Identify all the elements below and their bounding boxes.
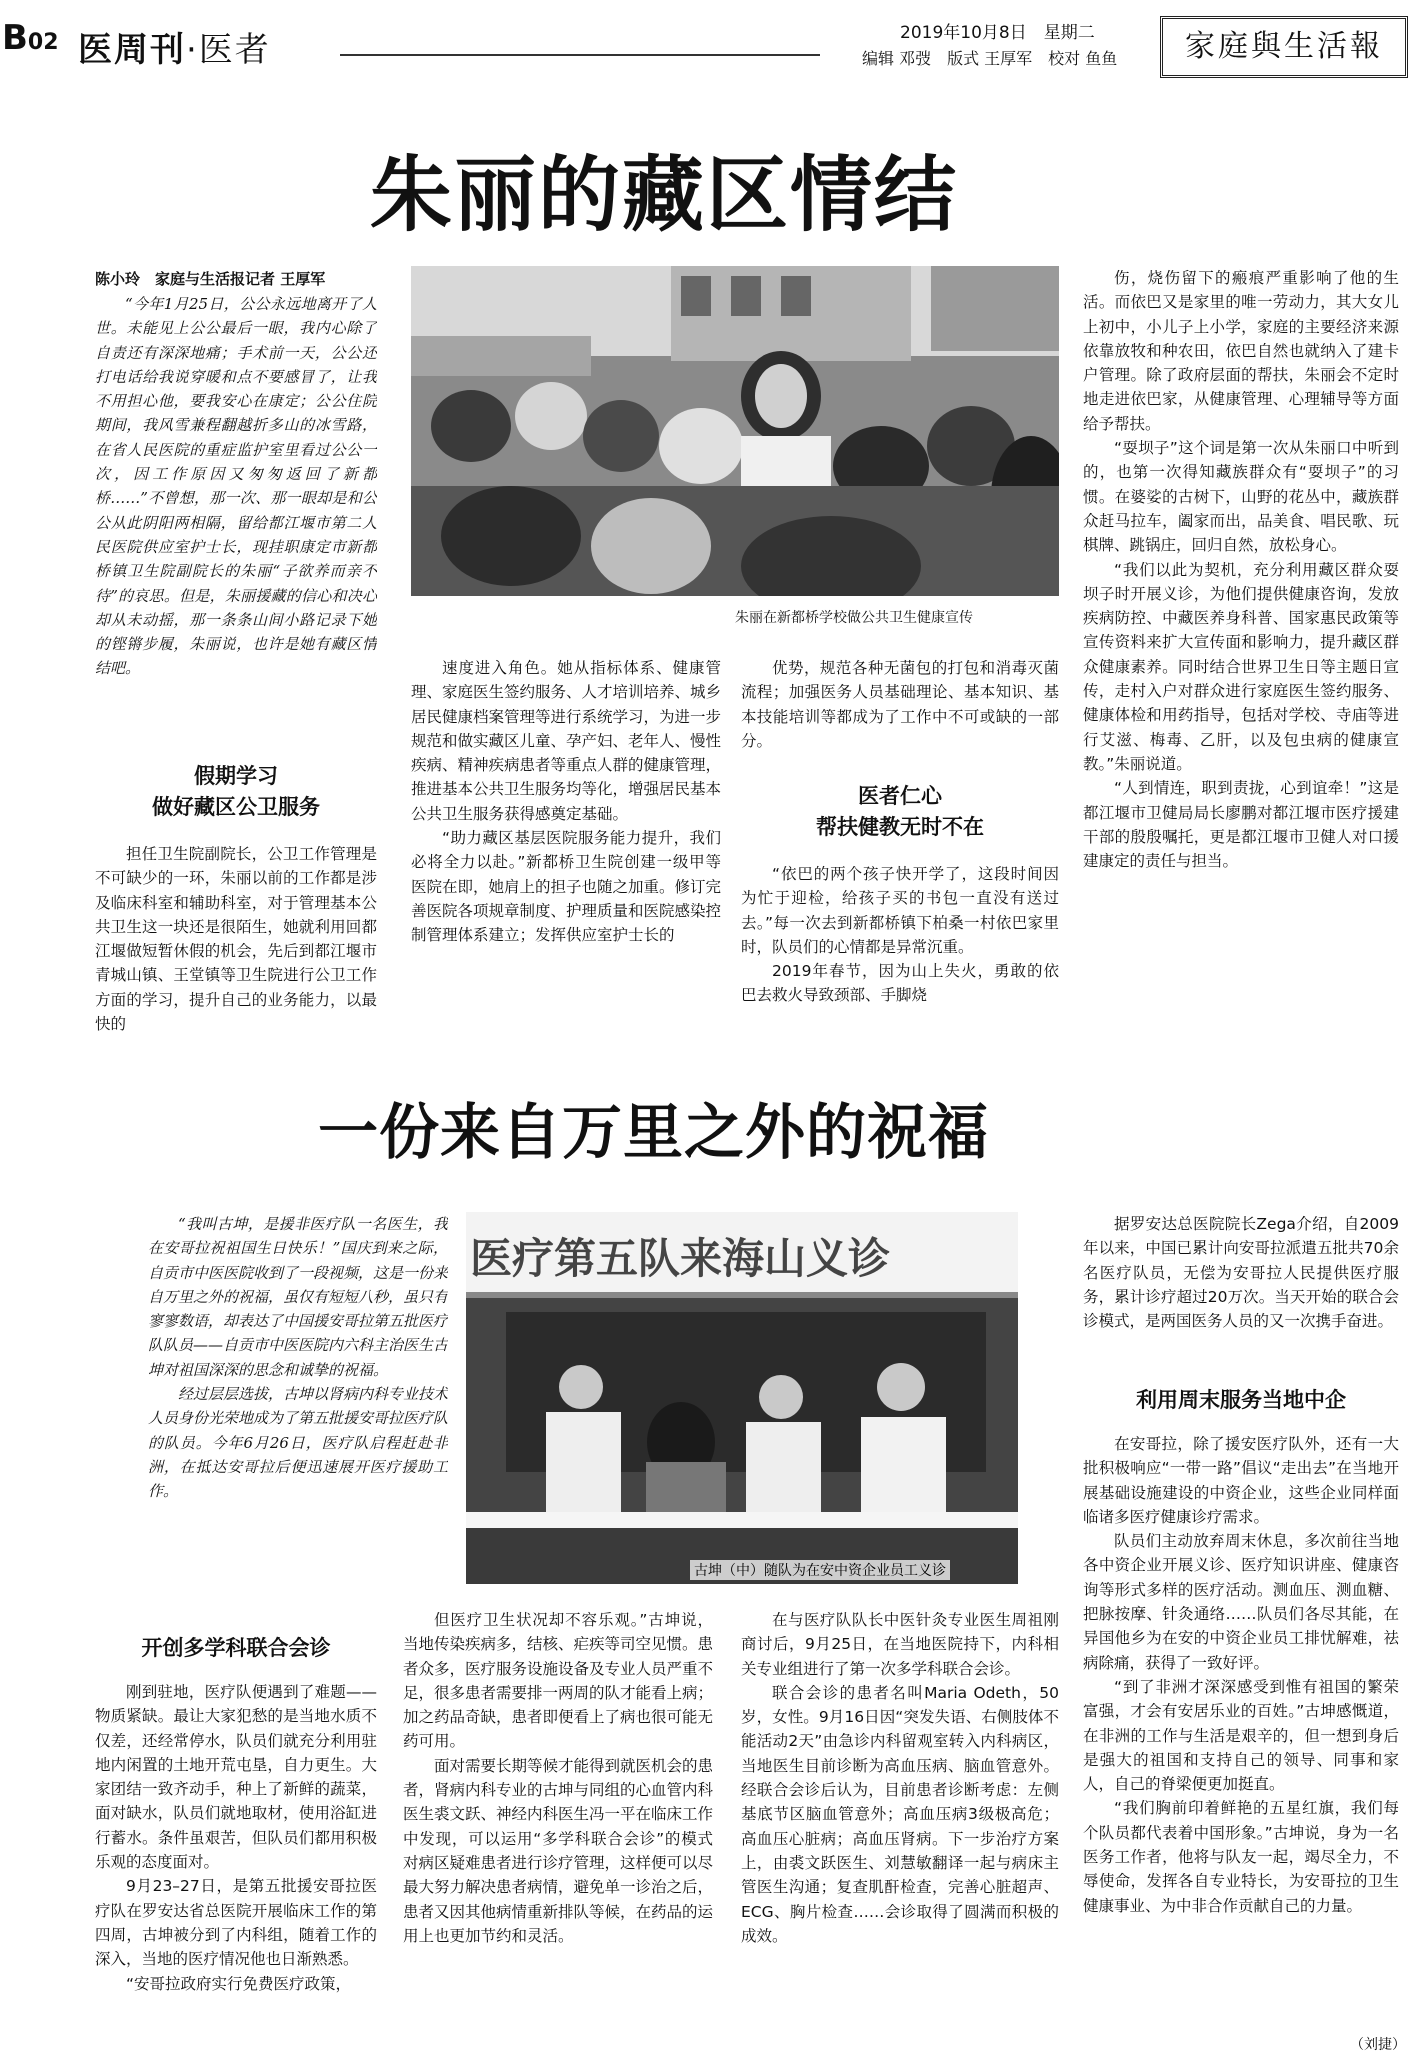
article2-column-3: 在与医疗队队长中医针灸专业医生周祖刚商讨后，9月25日，在当地医院持下，内科相关专业组进行了第一次多学科联合会诊。 联合会诊的患者名叫Maria Odeth，50岁，女性。9月16日因“突发失语、右侧肢体不能活动2天”由急诊内科留观室转入内科病区，当地医生目前诊断为高血压病、脑血管意外。经联合会诊后认为，目前患者诊断考虑：左侧基底节区脑血管意外；高血压病3级极高危；高血压心脏病；高血压肾病。下一步治疗方案上，由裘文跃医生、刘慧敏翻译一起与病床主管医生沟通；复查肌酐检查，完善心脏超声、ECG、胸片检查……会诊取得了圆满而积极的成效。 xyxy=(741,1611,1059,1945)
article2-intro: “我叫古坤，是援非医疗队一名医生，我在安哥拉祝祖国生日快乐！”国庆到来之际，自贡市中医医院收到了一段视频，这是一份来自万里之外的祝福，虽仅有短短八秒，虽只有寥寥数语，却表达了中国援安哥拉第五批医疗队队员——自贡市中医医院内六科主治医生古坤对祖国深深的思念和诚挚的祝福。 经过层层选拔，古坤以肾病内科专业技术人员身份光荣地成为了第五批援安哥拉医疗队的队员。今年6月26日，医疗队启程赶赴非洲，在抵达安哥拉后便迅速展开医疗援助工作。 xyxy=(148,1215,448,1501)
newspaper-masthead: 家庭與生活報 xyxy=(1160,16,1408,78)
article2-photo xyxy=(466,1212,1018,1584)
header-rule xyxy=(340,54,820,56)
article2-photo-caption: 古坤（中）随队为在安中资企业员工义诊 xyxy=(690,1560,950,1580)
issue-date: 2019年10月8日 星期二 xyxy=(900,23,1095,43)
article2-subhead-right: 利用周末服务当地中企 xyxy=(1136,1387,1346,1412)
article1-column-2: 速度进入角色。她从指标体系、健康管理、家庭医生签约服务、人才培训培养、城乡居民健康档案管理等进行系统学习，为进一步规范和做实藏区儿童、孕产妇、老年人、慢性疾病、精神疾病患者等重点人群的健康管理，推进基本公共卫生服务均等化，增强居民基本公共卫生服务获得感奠定基础。 “助力藏区基层医院服务能力提升，我们必将全力以赴。”新都桥卫生院创建一级甲等医院在即，她肩上的担子也随之加重。修订完善医院各项规章制度、护理质量和医院感染控制管理体系建立；发挥供应室护士长的 xyxy=(411,659,721,945)
article2-column-1: 刚到驻地，医疗队便遇到了难题——物质紧缺。最让大家犯愁的是当地水质不仅差，还经常停水，队员们就充分利用驻地内闲置的土地开荒屯垦，自力更生。大家团结一致齐动手，种上了新鲜的蔬菜，面对缺水，队员们就地取材，使用浴缸进行蓄水。条件虽艰苦，但队员们都用积极乐观的态度面对。 9月23–27日，是第五批援安哥拉医疗队在罗安达省总医院开展临床工作的第四周，古坤被分到了内科组，随着工作的深入，当地的医疗情况他也日渐熟悉。 “安哥拉政府实行免费医疗政策， xyxy=(95,1683,377,1993)
photo-banner-text: 医疗第五队来海山义诊 xyxy=(470,1234,891,1283)
article2-column-2: 但医疗卫生状况却不容乐观。”古坤说，当地传染疾病多，结核、疟疾等司空见惯。患者众多，医疗服务设施设备及专业人员严重不足，很多患者需要排一两周的队才能看上病；加之药品奇缺，患者即便看上了病也很可能无药可用。 面对需要长期等候才能得到就医机会的患者，肾病内科专业的古坤与同组的心血管内科医生裘文跃、神经内科医生冯一平在临床工作中发现，可以运用“多学科联合会诊”的模式对病区疑难患者进行诊疗管理，这样便可以尽最大努力解决患者病情，避免单一诊治之后，患者又因其他病情重新排队等候，在药品的运用上也更加节约和灵活。 xyxy=(403,1611,713,1945)
section-title: 医周刊·医者 xyxy=(78,30,271,70)
article1-intro: “今年1月25日，公公永远地离开了人世。未能见上公公最后一眼，我内心除了自责还有深深地痛；手术前一天，公公还打电话给我说穿暖和点不要感冒了，让我不用担心他，要我安心在康定；公公住院期间，我风雪兼程翻越折多山的冰雪路，在省人民医院的重症监护室里看过公公一次，因工作原因又匆匆返回了新都桥……”不曾想，那一次、那一眼却是和公公从此阴阳两相隔，留给都江堰市第二人民医院供应室护士长，现挂职康定市新都桥镇卫生院副院长的朱丽“子欲养而亲不待”的哀思。但是，朱丽援藏的信心和决心却从未动摇，那一条条山间小路记录下她的铿锵步履，朱丽说，也许是她有藏区情结吧。 xyxy=(95,295,377,678)
article1-column-1: 担任卫生院副院长，公卫工作管理是不可缺少的一环，朱丽以前的工作都是涉及临床科室和辅助科室，对于管理基本公共卫生这一块还是很陌生，她就利用回都江堰做短暂休假的机会，先后到都江堰市青城山镇、王堂镇等卫生院进行公卫工作方面的学习，提升自己的业务能力，以最快的 xyxy=(95,845,377,1034)
article2-right-column: 在安哥拉，除了援安医疗队外，还有一大批积极响应“一带一路”倡议“走出去”在当地开展基础设施建设的中资企业，这些企业同样面临诸多医疗健康诊疗需求。 队员们主动放弃周末休息，多次前往当地各中资企业开展义诊、医疗知识讲座、健康咨询等形式多样的医疗活动。测血压、测血糖、把脉按摩、针灸通络……队员们各尽其能，在异国他乡为在安的中资企业员工排忧解难，祛病除痛，获得了一致好评。 “到了非洲才深深感受到惟有祖国的繁荣富强，才会有安居乐业的百姓。”古坤感慨道，在非洲的工作与生活是艰辛的，但一想到身后是强大的祖国和支持自己的领导、同事和家人，自己的脊梁便更加挺直。 “我们胸前印着鲜艳的五星红旗，我们每个队员都代表着中国形象。”古坤说，身为一名医务工作者，他将与队友一起，竭尽全力，不辱使命，发挥各自专业特长，为安哥拉的卫生健康事业、为中非合作贡献自己的力量。 xyxy=(1083,1435,1399,1915)
article1-column-4: 伤，烧伤留下的瘢痕严重影响了他的生活。而依巴又是家里的唯一劳动力，其大女儿上初中，小儿子上小学，家庭的主要经济来源依靠放牧和种农田，依巴自然也就纳入了建卡户管理。除了政府层面的帮扶，朱丽会不定时地走进依巴家，从健康管理、心理辅导等方面给予帮扶。 “耍坝子”这个词是第一次从朱丽口中听到的，也第一次得知藏族群众有“耍坝子”的习惯。在婆娑的古树下，山野的花丛中，藏族群众赶马拉车，阖家而出，品美食、唱民歌、玩棋牌、跳锅庄，回归自然，放松身心。 “我们以此为契机，充分利用藏区群众耍坝子时开展义诊，为他们提供健康咨询，发放疾病防控、中藏医养身科普、国家惠民政策等宣传资料来扩大宣传面和影响力，提升藏区群众健康素养。同时结合世界卫生日等主题日宣传，走村入户对群众进行家庭医生签约服务、健康体检和用药指导，包括对学校、寺庙等进行艾滋、梅毒、乙肝，以及包虫病的健康宣教。”朱丽说道。 “人到情连，职到责拢，心到谊牵！”这是都江堰市卫健局局长廖鹏对都江堰市医疗援建干部的殷殷嘱托，更是都江堰市卫健人对口援建康定的责任与担当。 xyxy=(1083,269,1399,871)
article2-credit: （刘捷） xyxy=(1350,2037,1406,2053)
article1-photo xyxy=(411,266,1059,596)
article1-headline: 朱丽的藏区情结 xyxy=(370,147,959,243)
page-number: B02 xyxy=(2,18,59,58)
article2-subhead-left: 开创多学科联合会诊 xyxy=(141,1635,331,1660)
editors-line: 编辑 邓弢 版式 王厚军 校对 鱼鱼 xyxy=(862,49,1118,68)
article1-column-3: 优势，规范各种无菌包的打包和消毒灭菌流程；加强医务人员基础理论、基本知识、基本技能培训等都成为了工作中不可或缺的一部分。 xyxy=(741,659,1059,750)
crowd-photo-illustration xyxy=(411,266,1059,596)
article1-subhead-2: 医者仁心 帮扶健教无时不在 xyxy=(816,783,984,839)
article2-headline: 一份来自万里之外的祝福 xyxy=(318,1098,989,1168)
article1-subhead-1: 假期学习 做好藏区公卫服务 xyxy=(152,763,320,819)
article1-photo-caption: 朱丽在新都桥学校做公共卫生健康宣传 xyxy=(735,610,973,626)
article1-byline: 陈小玲 家庭与生活报记者 王厚军 xyxy=(95,270,326,288)
article1-column-3b: “依巴的两个孩子快开学了，这段时间因为忙于迎检，给孩子买的书包一直没有送过去。”每一次去到新都桥镇下柏桑一村依巴家里时，队员们的心情都是异常沉重。 2019年春节，因为山上失火，勇敢的依巴去救火导致颈部、手脚烧 xyxy=(741,865,1059,1005)
article2-right-top: 据罗安达总医院院长Zega介绍，自2009年以来，中国已累计向安哥拉派遣五批共70余名医疗队员，无偿为安哥拉人民提供医疗服务，累计诊疗超过20万次。当天开始的联合会诊模式，是两国医务人员的又一次携手奋进。 xyxy=(1083,1215,1399,1331)
